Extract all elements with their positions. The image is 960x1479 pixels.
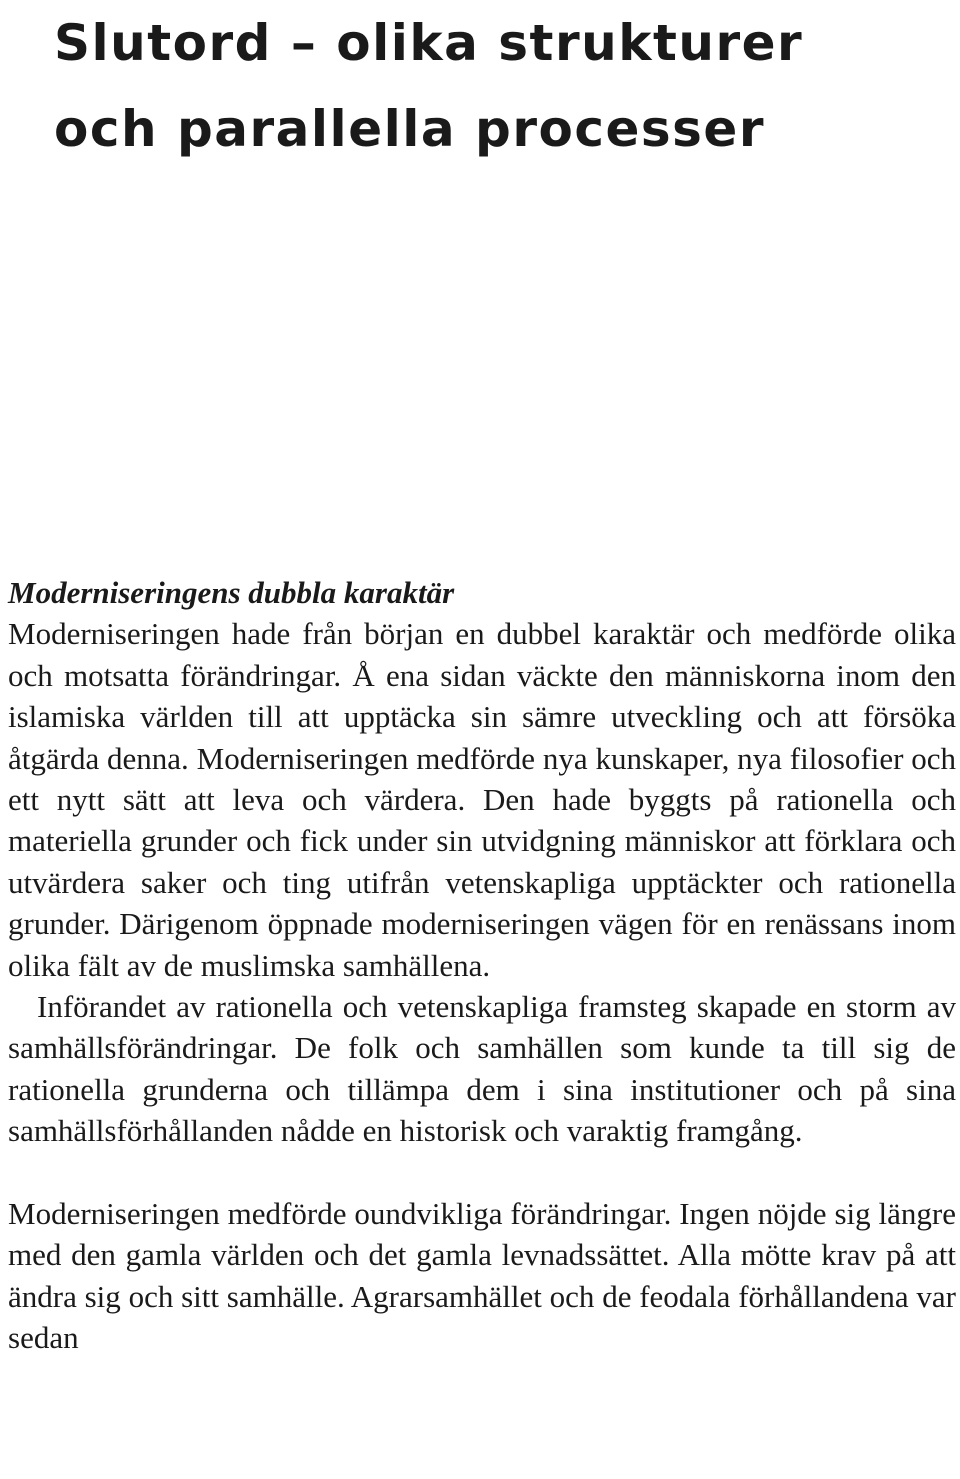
chapter-title-line-1: Slutord – olika strukturer xyxy=(54,14,804,72)
section-heading: Moderniseringens dubbla karaktär xyxy=(8,575,455,610)
chapter-title-line-2: och parallella processer xyxy=(54,100,765,158)
chapter-title xyxy=(54,0,934,172)
paragraph-1: Moderniseringen hade från början en dubbel karaktär och medförde olika och motsatta förändringar. Å ena sidan väckte den människorna inom den islamiska världen till att upptäcka sin sämre utveckling och att försöka åtgärda denna. Moderniseringen medförde nya kunskaper, nya filosofier och ett nytt sätt att leva och värdera. Den hade byggts på rationella och materiella grunder och fick under sin utvidgning människor att förklara och utvärdera saker och ting utifrån vetenskapliga upptäckter och rationella grunder. Därigenom öppnade moderniseringen vägen för en renässans inom olika fält av de muslimska samhällena. xyxy=(8,616,956,983)
section-body xyxy=(8,572,956,1359)
paragraph-3: Moderniseringen medförde oundvikliga förändringar. Ingen nöjde sig längre med den gamla världen och det gamla levnadssättet. Alla mötte krav på att ändra sig och sitt samhälle. Agrarsamhället och de feodala förhållandena var sedan xyxy=(8,1196,956,1356)
paragraph-2: Införandet av rationella och vetenskapliga framsteg skapade en storm av samhällsförändringar. De folk och samhällen som kunde ta till sig de rationella grunderna och tillämpa dem i sina institutioner och på sina samhällsförhållanden nådde en historisk och varaktig framgång. xyxy=(8,989,956,1149)
